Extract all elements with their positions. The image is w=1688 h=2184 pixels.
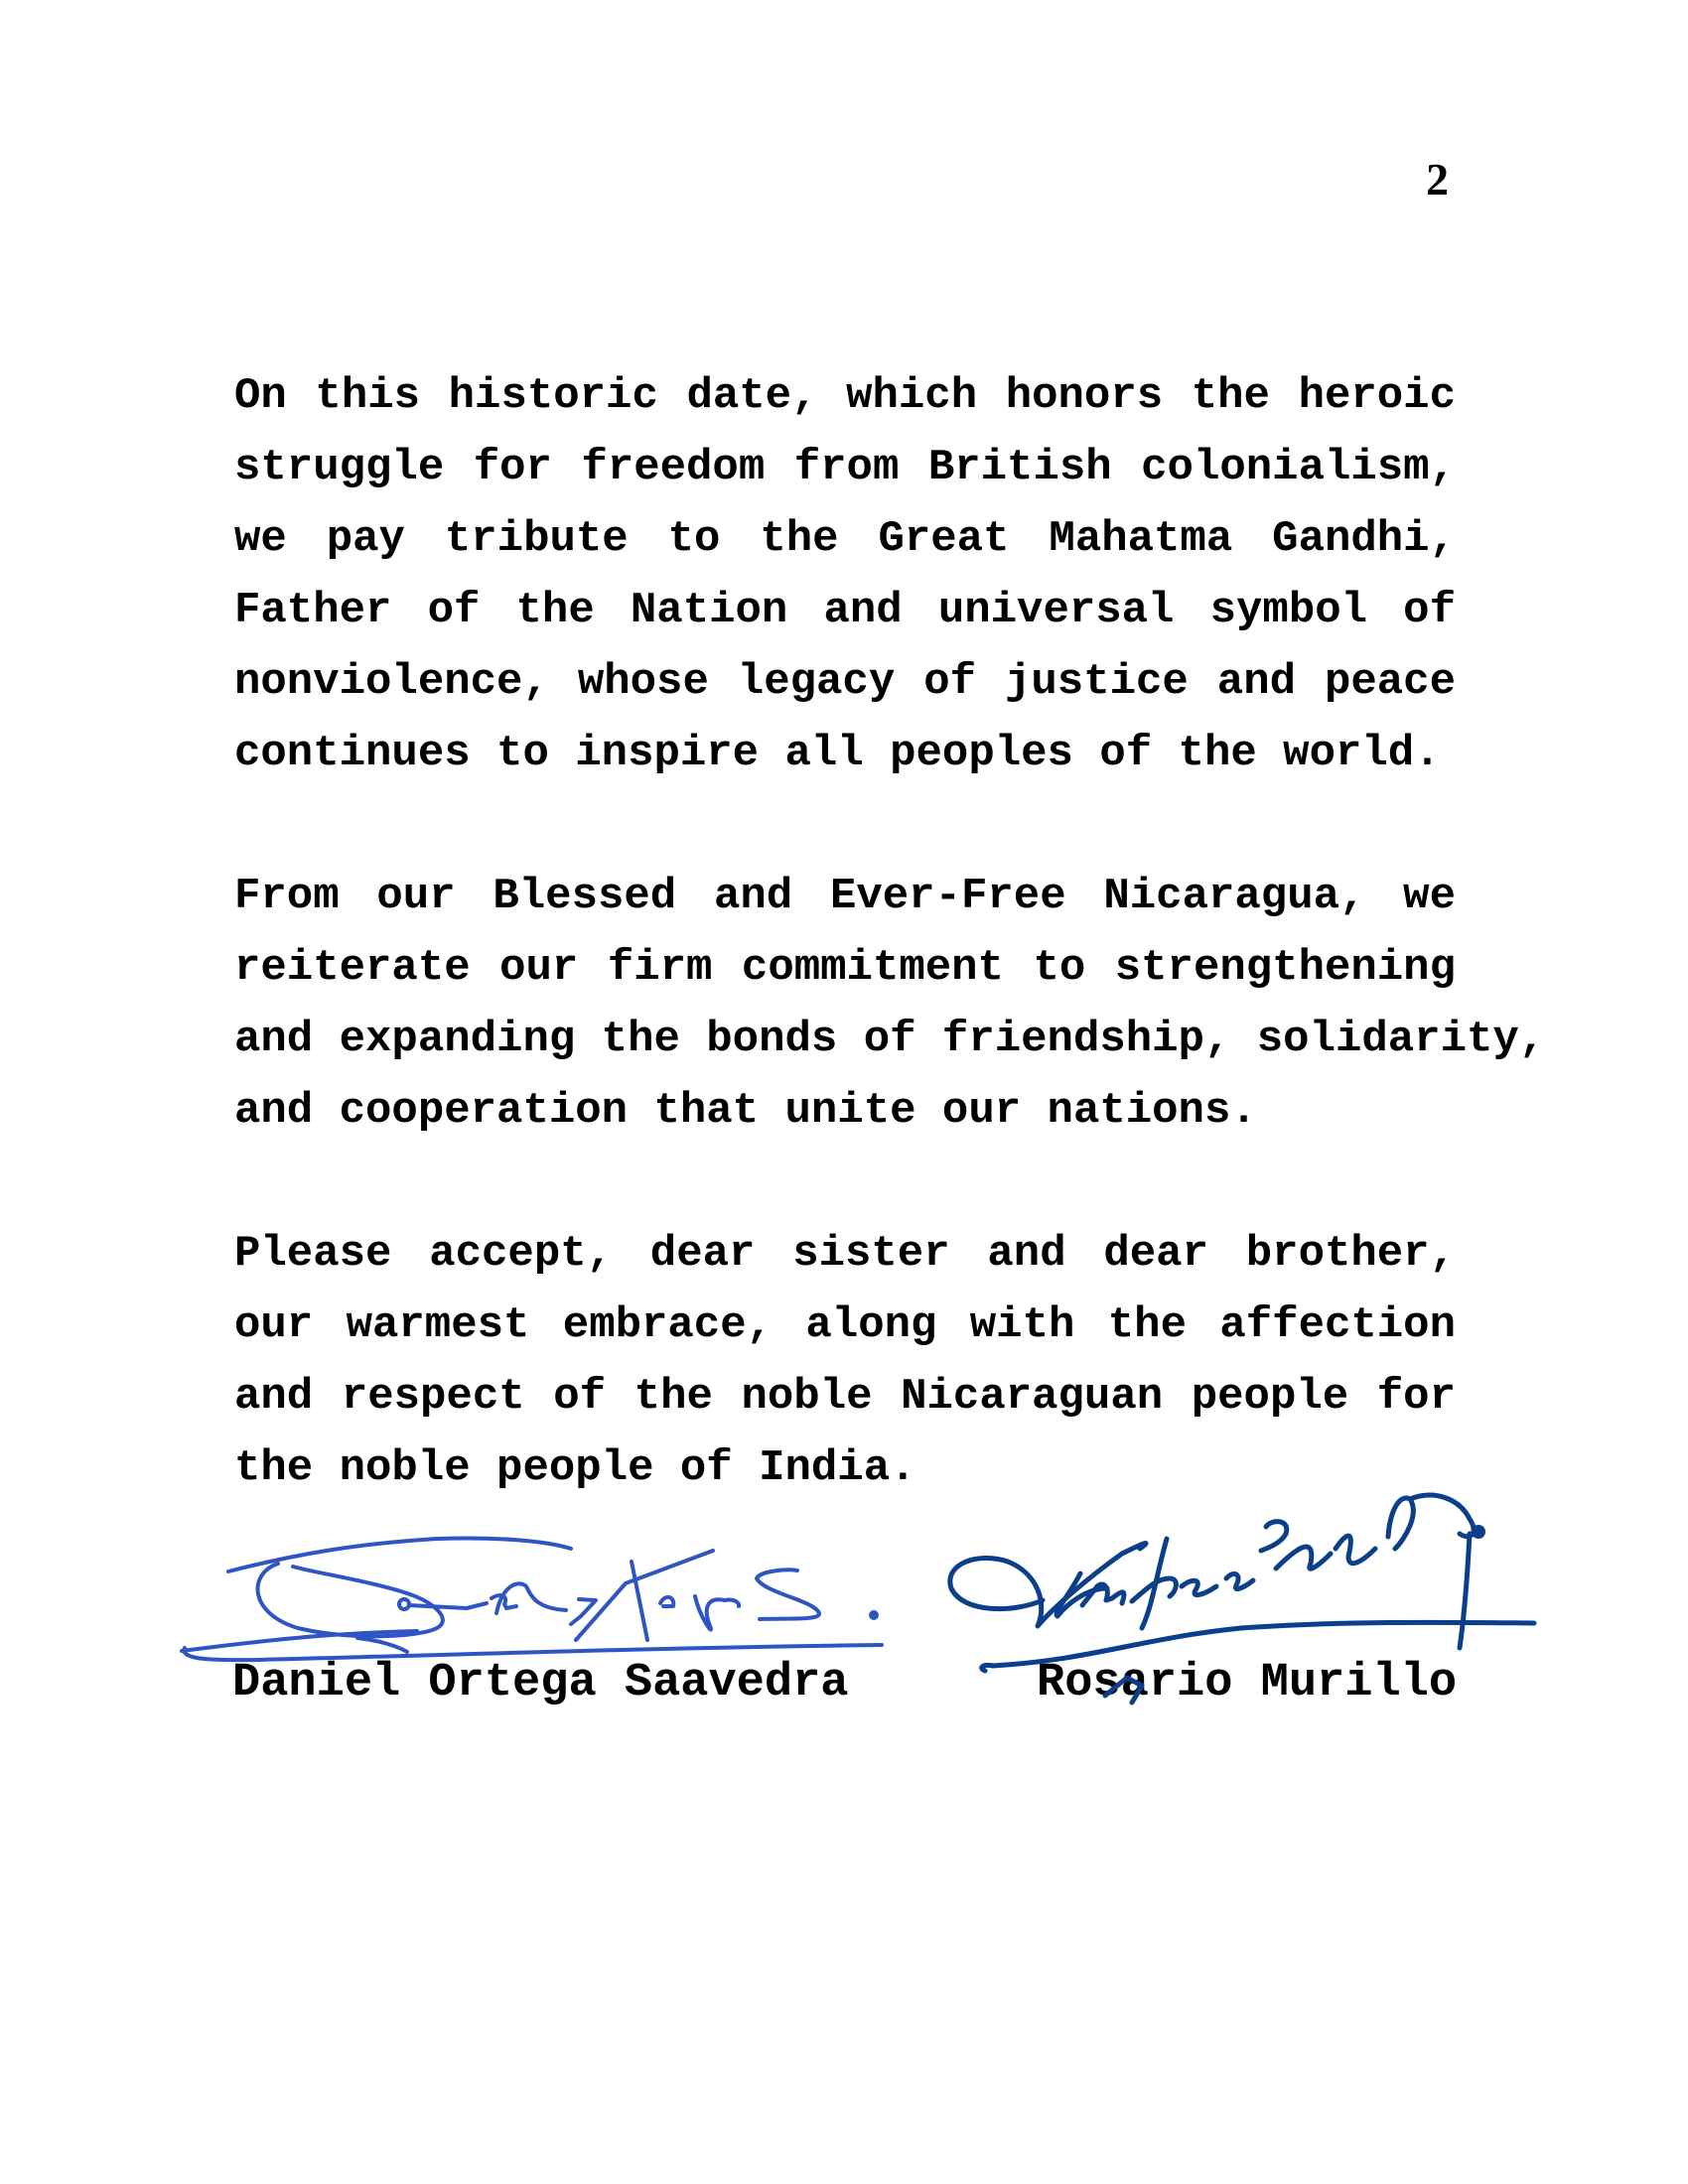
text-line: continues to inspire all peoples of the world.: [234, 729, 1441, 778]
paragraph-tribute: [234, 360, 1456, 789]
text-line: we pay tribute to the Great Mahatma Gandhi,: [234, 514, 1456, 564]
paragraph-closing: [234, 1218, 1456, 1504]
text-line: From our Blessed and Ever-Free Nicaragua, we: [234, 872, 1456, 921]
signatory-name-ortega: Daniel Ortega Saavedra: [232, 1657, 849, 1709]
paragraph-commitment: [234, 861, 1546, 1147]
text-line: nonviolence, whose legacy of justice and peace: [234, 657, 1456, 707]
page-number: 2: [1426, 154, 1449, 205]
text-line: and cooperation that unite our nations.: [234, 1086, 1257, 1136]
text-line: reiterate our firm commitment to strengthening: [234, 943, 1456, 993]
signatory-name-murillo: Rosario Murillo: [1037, 1657, 1458, 1709]
text-line: On this historic date, which honors the heroic: [234, 371, 1456, 421]
letter-body: [234, 360, 1546, 1575]
text-line: the noble people of India.: [234, 1443, 916, 1493]
text-line: and respect of the noble Nicaraguan people for: [234, 1372, 1456, 1422]
text-line: Father of the Nation and universal symbol of: [234, 586, 1456, 635]
text-line: our warmest embrace, along with the affection: [234, 1300, 1456, 1350]
text-line: struggle for freedom from British colonialism,: [234, 443, 1456, 492]
text-line: and expanding the bonds of friendship, solidarity,: [234, 1015, 1546, 1064]
text-line: Please accept, dear sister and dear brother,: [234, 1229, 1456, 1279]
